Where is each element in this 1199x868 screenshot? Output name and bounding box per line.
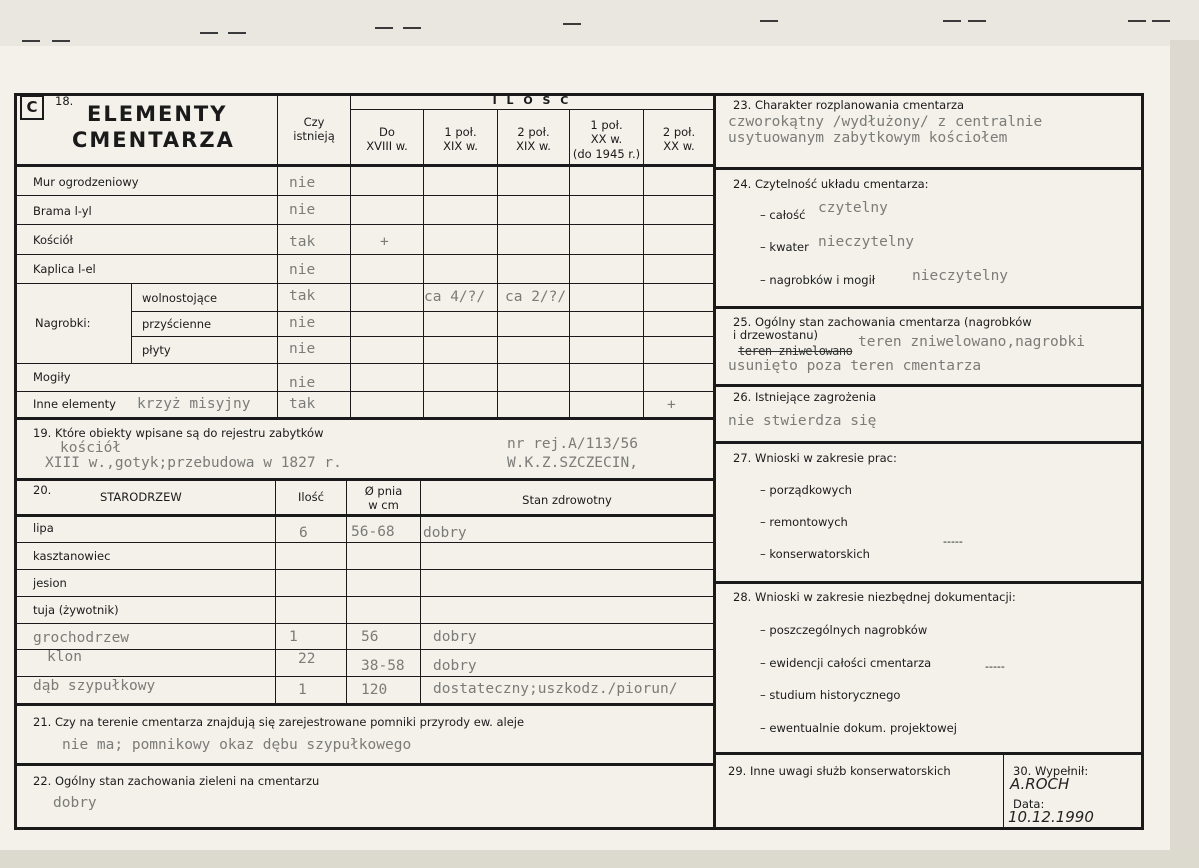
inne-value: krzyż misyjny <box>137 396 251 412</box>
s28-item: – studium historycznego <box>760 688 901 702</box>
s20-row-line <box>14 569 714 570</box>
s20-col-pnia-2: w cm <box>368 498 399 512</box>
tree-name: grochodrzew <box>33 630 130 646</box>
s26-label: 26. Istniejące zagrożenia <box>733 390 877 404</box>
form-bottom-border <box>14 827 1144 830</box>
top-dash <box>1128 20 1146 22</box>
s20-row-line <box>14 596 714 597</box>
s18-ilosc-line <box>350 109 714 110</box>
s18-col-line <box>497 110 498 418</box>
s18-number: 18. <box>55 94 74 108</box>
s24-calosc: – całość <box>760 208 806 222</box>
tree-name: jesion <box>33 576 67 590</box>
form-left-border <box>14 93 17 829</box>
s22-label: 22. Ogólny stan zachowania zieleni na cmentarzu <box>33 774 320 788</box>
s30-label: 30. Wypełnił: <box>1013 764 1089 778</box>
tree-diam: 120 <box>361 682 388 698</box>
s20-col-pnia-1: Ø pnia <box>364 484 403 498</box>
s24-kwater: – kwater <box>760 240 809 254</box>
form-right-border <box>1141 93 1144 829</box>
top-dash <box>1152 20 1170 22</box>
tree-qty: 6 <box>299 525 308 541</box>
top-dash <box>52 40 70 42</box>
s18-bottom-line <box>14 417 714 420</box>
s28-item: – ewentualnie dokum. projektowej <box>760 721 957 735</box>
row-label-plyty: płyty <box>142 343 171 357</box>
s20-row-line <box>14 542 714 543</box>
s23-line1: czworokątny /wydłużony/ z centralnie <box>728 114 1043 130</box>
row-line <box>131 311 714 312</box>
col-do-xviii-2: XVIII w. <box>366 139 408 153</box>
col-1pol-xx-3: (do 1945 r.) <box>572 147 641 161</box>
s24-bottom-line <box>713 306 1143 309</box>
col-1pol-xix: 1 poł. <box>444 125 477 139</box>
s26-bottom-line <box>713 441 1143 444</box>
tree-diam: 56 <box>361 629 379 645</box>
wolnostojace-c3: ca 2/?/ <box>505 289 567 305</box>
s25-struck-text: teren zniwelowano <box>738 344 853 358</box>
s20-col-line <box>275 478 276 704</box>
row-line <box>14 224 714 225</box>
row-exists-kosciol: tak <box>289 234 316 250</box>
s24-calosc-value: czytelny <box>818 200 888 216</box>
s23-line2: usytuowanym zabytkowym kościołem <box>728 130 1008 146</box>
row-exists-wolnostojace: tak <box>289 288 316 304</box>
col-1pol-xix-2: XIX w. <box>443 139 478 153</box>
tree-qty: 1 <box>289 629 298 645</box>
czy-istnieja-line2: istnieją <box>293 129 335 143</box>
s18-header-line <box>14 164 714 167</box>
top-dash <box>760 20 778 22</box>
right-margin-strip <box>1170 40 1199 868</box>
section-letter-box: C <box>20 95 44 120</box>
row-line <box>14 254 714 255</box>
tree-stan: dobry <box>433 629 477 645</box>
row-label-mur: Mur ogrodzeniowy <box>33 175 139 189</box>
s21-bottom-line <box>14 763 714 766</box>
s18-col-line <box>643 110 644 418</box>
s23-bottom-line <box>713 167 1143 170</box>
s23-label: 23. Charakter rozplanowania cmentarza <box>733 98 965 112</box>
s21-label: 21. Czy na terenie cmentarza znajdują się zarejestrowane pomniki przyrody ew. aleje <box>33 715 525 729</box>
top-dash <box>228 32 246 34</box>
s18-title-line2: CMENTARZA <box>72 128 235 152</box>
s27-label: 27. Wnioski w zakresie prac: <box>733 451 897 465</box>
top-dash <box>403 27 421 29</box>
row-line <box>14 363 714 364</box>
s30-name: A.ROCH <box>1010 775 1070 793</box>
row-exists-mogily: nie <box>289 375 316 391</box>
s29-label: 29. Inne uwagi służb konserwatorskich <box>728 764 951 778</box>
col-1pol-xx-2: XX w. <box>590 132 623 146</box>
s29-s30-divider <box>1003 752 1004 828</box>
top-dash <box>375 27 393 29</box>
row-label-inne: Inne elementy <box>33 397 116 411</box>
col-do-xviii: Do <box>379 125 395 139</box>
s20-col-name: STARODRZEW <box>100 490 182 504</box>
top-margin-strip <box>0 0 1199 46</box>
tree-stan: dostateczny;uszkodz./piorun/ <box>433 681 678 697</box>
s24-label: 24. Czytelność układu cmentarza: <box>733 177 929 191</box>
s25-line1: teren zniwelowano,nagrobki <box>858 334 1085 350</box>
s24-nagrobkow: – nagrobków i mogił <box>760 273 876 287</box>
s25-bottom-line <box>713 384 1143 387</box>
s20-header-line <box>14 514 714 517</box>
s19-line1: kościół <box>60 440 122 456</box>
tree-qty: 22 <box>298 651 316 667</box>
row-label-kosciol: Kościół <box>33 233 73 247</box>
s20-row-line <box>14 623 714 624</box>
s18-nagrobki-line <box>131 283 132 363</box>
tree-diam: 38-58 <box>361 658 405 674</box>
s19-reg1: nr rej.A/113/56 <box>507 436 638 452</box>
s20-col-ilosc: Ilość <box>298 490 324 504</box>
tree-qty: 1 <box>298 682 307 698</box>
s27-item: – konserwatorskich <box>760 547 870 561</box>
row-exists-brama: nie <box>289 202 316 218</box>
s28-item: – poszczególnych nagrobków <box>760 623 928 637</box>
s24-kwater-value: nieczytelny <box>818 234 915 250</box>
s20-number: 20. <box>33 483 52 497</box>
row-exists-mur: nie <box>289 175 316 191</box>
s20-row-line <box>14 676 714 677</box>
top-dash <box>968 20 986 22</box>
s30-date: 10.12.1990 <box>1008 808 1094 826</box>
s20-col-stan: Stan zdrowotny <box>522 493 612 507</box>
row-label-nagrobki: Nagrobki: <box>35 316 91 330</box>
row-exists-inne: tak <box>289 396 316 412</box>
ilosc-header: I L O Ś C <box>492 94 572 107</box>
col-1pol-xx: 1 poł. <box>590 118 623 132</box>
wolnostojace-c2: ca 4/?/ <box>424 289 486 305</box>
s28-item: – ewidencji całości cmentarza <box>760 656 932 670</box>
row-label-kaplica: Kaplica l-el <box>33 262 96 276</box>
s28-mark: ----- <box>985 660 1005 673</box>
col-2pol-xix: 2 poł. <box>517 125 550 139</box>
top-dash <box>22 40 40 42</box>
row-line <box>14 391 714 392</box>
s28-bottom-line <box>713 752 1143 755</box>
s22-value: dobry <box>53 795 97 811</box>
s20-bottom-line <box>14 703 714 706</box>
tree-stan: dobry <box>433 658 477 674</box>
row-line <box>14 283 714 284</box>
row-label-wolnostojace: wolnostojące <box>142 291 218 305</box>
bottom-margin-strip <box>0 850 1199 868</box>
s20-col-line <box>420 478 421 704</box>
top-dash <box>200 32 218 34</box>
col-2pol-xx-2: XX w. <box>663 139 695 153</box>
row-line <box>131 336 714 337</box>
s21-value: nie ma; pomnikowy okaz dębu szypułkowego <box>62 737 412 753</box>
col-2pol-xx: 2 poł. <box>662 125 696 139</box>
row-exists-przyscienne: nie <box>289 315 316 331</box>
s27-item: – remontowych <box>760 515 848 529</box>
s20-row-line <box>14 649 714 650</box>
s26-value: nie stwierdza się <box>728 413 877 429</box>
row-exists-plyty: nie <box>289 341 316 357</box>
s19-reg2: W.K.Z.SZCZECIN, <box>507 455 638 471</box>
s19-label: 19. Które obiekty wpisane są do rejestru zabytków <box>33 426 324 440</box>
tree-stan: dobry <box>423 525 467 541</box>
s25-line2: usunięto poza teren cmentarza <box>728 358 982 374</box>
kosciol-xviii-mark: + <box>380 234 389 250</box>
top-dash <box>943 20 961 22</box>
s18-col-line <box>277 93 278 418</box>
s19-line2: XIII w.,gotyk;przebudowa w 1827 r. <box>45 455 342 471</box>
tree-name: klon <box>47 649 82 665</box>
s27-mark: ----- <box>943 535 963 548</box>
tree-name: lipa <box>33 521 54 535</box>
row-label-brama: Brama l-yl <box>33 204 92 218</box>
s25-label2: i drzewostanu) <box>733 328 819 342</box>
inne-xx2-mark: + <box>667 397 676 413</box>
s27-item: – porządkowych <box>760 483 852 497</box>
tree-name: dąb szypułkowy <box>33 678 156 694</box>
top-dash <box>563 23 581 25</box>
tree-name: kasztanowiec <box>33 549 111 563</box>
s27-bottom-line <box>713 581 1143 584</box>
s30-data-label: Data: <box>1013 797 1045 811</box>
s24-nagrobkow-value: nieczytelny <box>912 268 1009 284</box>
tree-diam: 56-68 <box>351 524 395 540</box>
s25-label1: 25. Ogólny stan zachowania cmentarza (nagrobków <box>733 315 1032 329</box>
s18-col-line <box>423 110 424 418</box>
row-label-mogily: Mogiły <box>33 370 71 384</box>
czy-istnieja-line1: Czy <box>303 115 325 129</box>
s19-bottom-line <box>14 478 714 481</box>
form-middle-border <box>713 93 716 829</box>
row-line <box>14 195 714 196</box>
s28-label: 28. Wnioski w zakresie niezbędnej dokumentacji: <box>733 590 1016 604</box>
col-2pol-xix-2: XIX w. <box>516 139 551 153</box>
s18-title-line1: ELEMENTY <box>87 102 228 126</box>
tree-name: tuja (żywotnik) <box>33 603 119 617</box>
row-exists-kaplica: nie <box>289 262 316 278</box>
row-label-przyscienne: przyścienne <box>142 317 212 331</box>
